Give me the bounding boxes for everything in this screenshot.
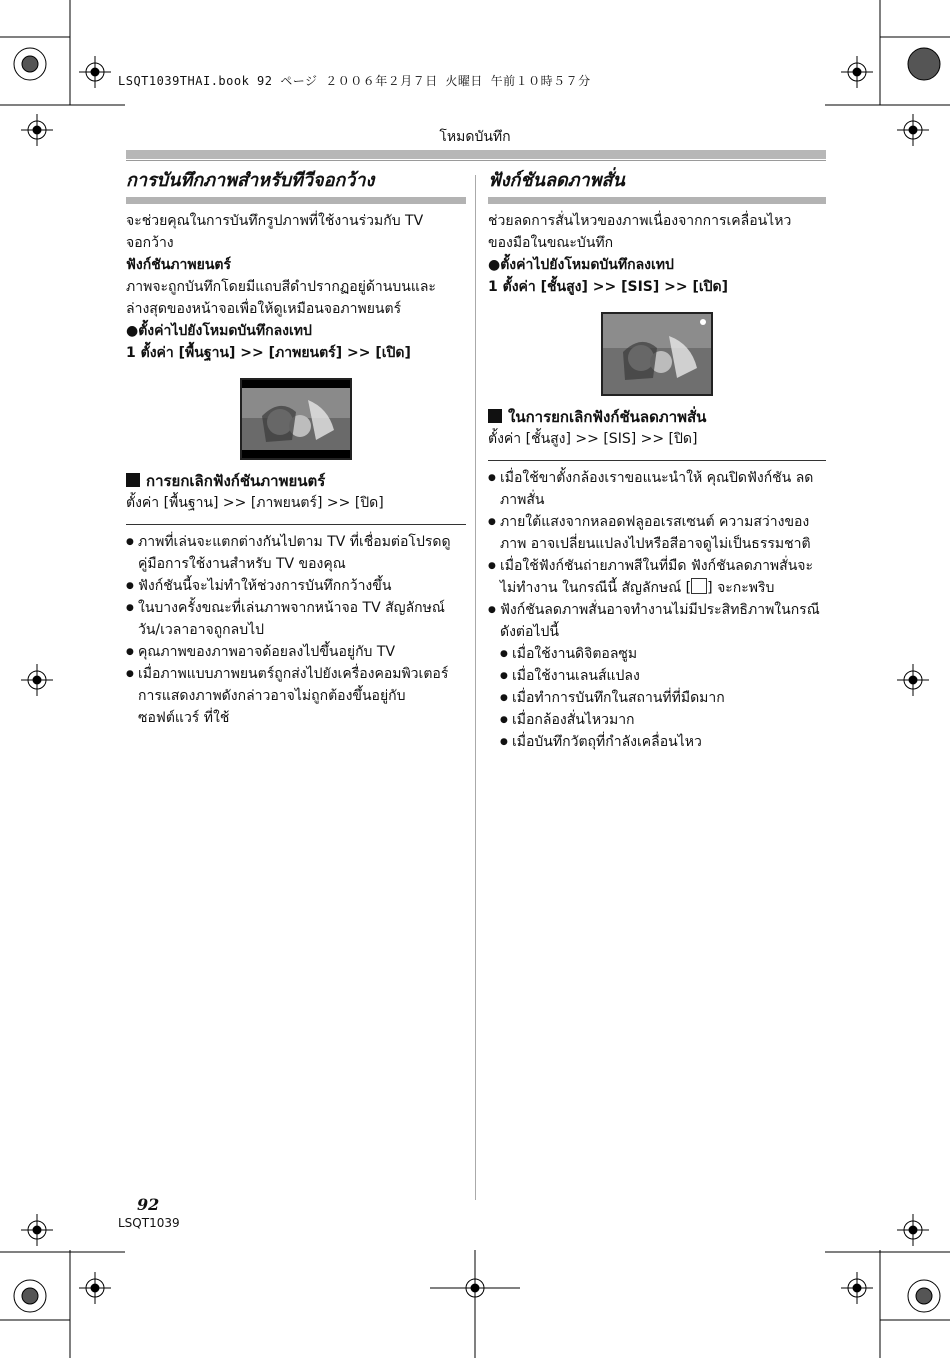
right-title: ฟังก์ชันลดภาพสั่น — [488, 170, 625, 191]
list-item: ● เมื่อทำการบันทึกในสถานที่ที่มืดมาก — [500, 687, 826, 709]
model-code: LSQT1039 — [118, 1216, 180, 1230]
right-title-rule — [488, 197, 826, 204]
left-subhead: ฟังก์ชันภาพยนตร์ — [126, 257, 231, 273]
left-mode-note: ●ตั้งค่าไปยังโหมดบันทึกลงเทป — [126, 323, 312, 339]
left-title-rule — [126, 197, 466, 204]
section-title: โหมดบันทึก — [439, 129, 511, 145]
left-notes-rule — [126, 524, 466, 525]
left-cancel-heading — [126, 470, 466, 492]
list-item: ● เมื่อใช้งานดิจิตอลซูม — [500, 643, 826, 665]
square-bullet-icon — [488, 409, 502, 423]
list-item: ● เมื่อบันทึกวัตถุที่กำลังเคลื่อนไหว — [500, 731, 826, 753]
left-notes — [126, 531, 466, 729]
list-item: ● ภายใต้แสงจากหลอดฟลูออเรสเซนต์ ความสว่างของภาพ อาจเปลี่ยนแปลงไปหรือสีอาจดูไม่เป็นธรรมชาติ — [488, 511, 826, 555]
list-item: ● เมื่อใช้ขาตั้งกล้องเราขอแนะนำให้ คุณปิดฟังก์ชัน ลดภาพสั่น — [488, 467, 826, 511]
page-number: 92 — [137, 1195, 160, 1214]
right-cancel-title: ในการยกเลิกฟังก์ชันลดภาพสั่น — [508, 408, 707, 426]
note-text-tail: ] จะกะพริบ — [707, 580, 775, 596]
left-desc-line: ภาพจะถูกบันทึกโดยมีแถบสีดำปรากฏอยู่ด้านบนและ — [126, 279, 436, 295]
right-intro-line: ของมือในขณะบันทึก — [488, 235, 614, 251]
print-header: LSQT1039THAI.book 92 ページ ２００６年２月７日 火曜日 午前１０時５７分 — [118, 74, 591, 88]
top-bar-rule — [126, 160, 826, 161]
list-item: ● ในบางครั้งขณะที่เล่นภาพจากหน้าจอ TV สัญลักษณ์ วัน/เวลาอาจถูกลบไป — [126, 597, 466, 641]
left-cancel-title: การยกเลิกฟังก์ชันภาพยนตร์ — [146, 472, 326, 490]
left-column — [126, 168, 466, 729]
shake-warning-icon — [691, 578, 707, 594]
left-title: การบันทึกภาพสำหรับทีวีจอกว้าง — [126, 170, 375, 191]
left-intro-line: จอกว้าง — [126, 235, 174, 251]
list-item: ● เมื่อใช้งานเลนส์แปลง — [500, 665, 826, 687]
left-cancel-text: ตั้งค่า [พื้นฐาน] >> [ภาพยนตร์] >> [ปิด] — [126, 495, 384, 511]
right-mode-note: ●ตั้งค่าไปยังโหมดบันทึกลงเทป — [488, 257, 674, 273]
list-item: ● ภาพที่เล่นจะแตกต่างกันไปตาม TV ที่เชื่อมต่อโปรดดู คู่มือการใช้งานสำหรับ TV ของคุณ — [126, 531, 466, 575]
list-item: ● เมื่อภาพแบบภาพยนตร์ถูกส่งไปยังเครื่องคอมพิวเตอร์ การแสดงภาพดังกล่าวอาจไม่ถูกต้องขึ้นอยู่กับซอฟต์แวร์ ที่ใช้ — [126, 663, 466, 729]
right-cancel-heading — [488, 406, 826, 428]
stabilizer-photo — [601, 312, 713, 396]
right-step-1: 1 ตั้งค่า [ชั้นสูง] >> [SIS] >> [เปิด] — [488, 279, 729, 295]
cinema-mode-photo — [240, 378, 352, 460]
right-intro-line: ช่วยลดการสั่นไหวของภาพเนื่องจากการเคลื่อนไหว — [488, 213, 792, 229]
right-notes — [488, 467, 826, 643]
square-bullet-icon — [126, 473, 140, 487]
list-item: ● คุณภาพของภาพอาจด้อยลงไปขึ้นอยู่กับ TV — [126, 641, 466, 663]
list-item — [488, 555, 826, 599]
right-column — [488, 168, 826, 753]
list-item: ● ฟังก์ชันนี้จะไม่ทำให้ช่วงการบันทึกกว้างขึ้น — [126, 575, 466, 597]
left-desc-line: ล่างสุดของหน้าจอเพื่อให้ดูเหมือนจอภาพยนตร์ — [126, 301, 402, 317]
left-step-1: 1 ตั้งค่า [พื้นฐาน] >> [ภาพยนตร์] >> [เปิด] — [126, 345, 411, 361]
right-notes-rule — [488, 460, 826, 461]
list-item: ● ฟังก์ชันลดภาพสั่นอาจทำงานไม่มีประสิทธิภาพในกรณี ดังต่อไปนี้ — [488, 599, 826, 643]
right-cancel-text: ตั้งค่า [ชั้นสูง] >> [SIS] >> [ปิด] — [488, 431, 698, 447]
note-text: เมื่อใช้ฟังก์ชันถ่ายภาพสีในที่มืด ฟังก์ชันลดภาพสั่นจะ ไม่ทำงาน ในกรณีนี้ สัญลักษณ์ [ — [500, 558, 813, 596]
column-divider — [475, 175, 476, 1200]
right-subnotes — [488, 643, 826, 753]
left-intro-line: จะช่วยคุณในการบันทึกรูปภาพที่ใช้งานร่วมกับ TV — [126, 213, 424, 229]
top-bar — [126, 150, 826, 159]
list-item: ● เมื่อกล้องสั่นไหวมาก — [500, 709, 826, 731]
